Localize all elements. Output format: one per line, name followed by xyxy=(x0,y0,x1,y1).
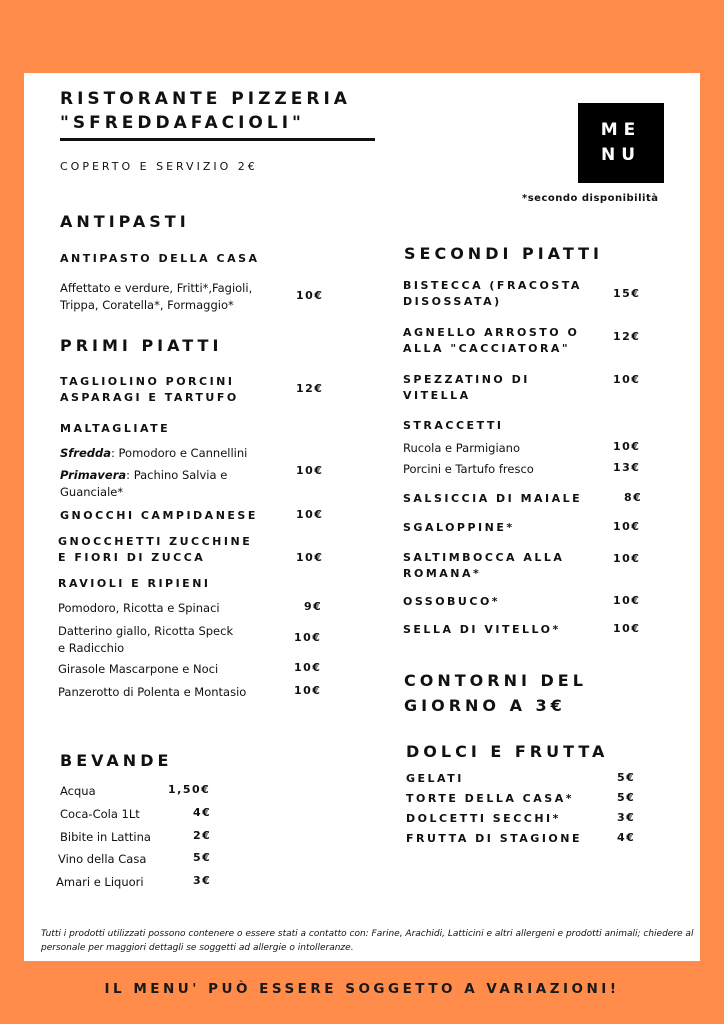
list-item: Rucola e Parmigiano xyxy=(403,441,521,455)
availability-note: *secondo disponibilità xyxy=(522,193,659,204)
straccetti-heading: STRACCETTI xyxy=(403,419,504,432)
contorni-line-2: GIORNO A 3€ xyxy=(404,696,566,715)
gnocchi-item: GNOCCHI CAMPIDANESE xyxy=(60,509,258,522)
secondi-heading: SECONDI PIATTI xyxy=(404,244,603,263)
dolci-price-2: 5€ xyxy=(617,791,636,804)
ravioli-price-4: 10€ xyxy=(294,684,322,697)
saltimbocca-item xyxy=(403,550,564,582)
bevanda-price-5: 3€ xyxy=(193,874,212,887)
dolci-price-1: 5€ xyxy=(617,771,636,784)
sfredda-label: Sfredda xyxy=(60,446,111,460)
agnello-line-2: ALLA "CACCIATORA" xyxy=(403,342,571,355)
bistecca-price: 15€ xyxy=(613,287,641,300)
list-item: Bibite in Lattina xyxy=(60,830,151,844)
primavera-option xyxy=(60,467,227,501)
maltagliate-item: MALTAGLIATE xyxy=(60,422,171,435)
datterino-line-1: Datterino giallo, Ricotta Speck xyxy=(58,624,234,638)
gnocchetti-line-1: GNOCCHETTI ZUCCHINE xyxy=(58,535,253,548)
antipasto-desc-line-1: Affettato e verdure, Fritti*,Fagioli, xyxy=(60,281,253,295)
straccetti-price-1: 10€ xyxy=(613,440,641,453)
antipasto-desc-line-2: Trippa, Coratella*, Formaggio* xyxy=(60,298,234,312)
footer-banner: IL MENU' PUÒ ESSERE SOGGETTO A VARIAZIONI! xyxy=(104,981,620,997)
antipasto-price: 10€ xyxy=(296,289,324,302)
agnello-price: 12€ xyxy=(613,330,641,343)
restaurant-title xyxy=(60,87,351,135)
list-item xyxy=(58,623,233,657)
contorni-line-1: CONTORNI DEL xyxy=(404,671,587,690)
sfredda-option xyxy=(60,445,247,462)
list-item: TORTE DELLA CASA* xyxy=(406,792,574,805)
allergen-disclaimer: Tutti i prodotti utilizzati possono contenere o essere stati a contatto con: Farine, Arachidi, Latticini e altri allergeni e prodotti animali; chiedere al personale per maggiori dettagli se soggetti ad allergie o intolleranze. xyxy=(41,929,694,953)
ossobuco-price: 10€ xyxy=(613,594,641,607)
bistecca-line-2: DISOSSATA) xyxy=(403,295,502,308)
list-item: GELATI xyxy=(406,772,464,785)
bevanda-price-3: 2€ xyxy=(193,829,212,842)
spezzatino-item xyxy=(403,372,530,404)
title-line-2: "SFREDDAFACIOLI" xyxy=(60,113,305,133)
primi-heading: PRIMI PIATTI xyxy=(60,336,223,355)
saltimbocca-line-1: SALTIMBOCCA ALLA xyxy=(403,551,565,564)
saltimbocca-price: 10€ xyxy=(613,552,641,565)
menu-badge xyxy=(578,103,664,183)
dolci-heading: DOLCI E FRUTTA xyxy=(406,742,609,761)
antipasto-description xyxy=(60,280,252,314)
list-item: DOLCETTI SECCHI* xyxy=(406,812,561,825)
ravioli-price-3: 10€ xyxy=(294,661,322,674)
maltagliate-price: 10€ xyxy=(296,464,324,477)
bevande-heading: BEVANDE xyxy=(60,751,173,770)
sgaloppine-item: SGALOPPINE* xyxy=(403,521,515,534)
gnocchetti-line-2: E FIORI DI ZUCCA xyxy=(58,551,206,564)
contorni-heading xyxy=(404,668,587,718)
gnocchi-price: 10€ xyxy=(296,508,324,521)
sfredda-desc: : Pomodoro e Cannellini xyxy=(110,446,248,460)
salsiccia-item: SALSICCIA DI MAIALE xyxy=(403,492,583,505)
sgaloppine-price: 10€ xyxy=(613,520,641,533)
straccetti-price-2: 13€ xyxy=(613,461,641,474)
tagliolino-price: 12€ xyxy=(296,382,324,395)
primavera-desc-1: : Pachino Salvia e xyxy=(126,468,228,482)
primavera-desc-2: Guanciale* xyxy=(60,485,124,499)
spezzatino-line-2: VITELLA xyxy=(403,389,471,402)
dolci-price-4: 4€ xyxy=(617,831,636,844)
agnello-line-1: AGNELLO ARROSTO O xyxy=(403,326,580,339)
list-item: Pomodoro, Ricotta e Spinaci xyxy=(58,601,220,615)
saltimbocca-line-2: ROMANA* xyxy=(403,567,482,580)
list-item: Amari e Liquori xyxy=(56,875,144,889)
title-underline xyxy=(60,138,375,141)
ravioli-price-1: 9€ xyxy=(304,600,323,613)
bevanda-price-1: 1,50€ xyxy=(168,783,211,796)
menu-badge-line-2: NU xyxy=(600,145,642,165)
spezzatino-line-1: SPEZZATINO DI xyxy=(403,373,530,386)
agnello-item xyxy=(403,325,579,357)
bevanda-price-4: 5€ xyxy=(193,851,212,864)
tagliolino-line-2: ASPARAGI E TARTUFO xyxy=(60,391,239,404)
antipasti-heading: ANTIPASTI xyxy=(60,212,190,231)
bistecca-item xyxy=(403,278,582,310)
primavera-label: Primavera xyxy=(60,468,127,482)
antipasto-della-casa: ANTIPASTO DELLA CASA xyxy=(60,252,260,265)
list-item: Vino della Casa xyxy=(58,852,147,866)
list-item: Coca-Cola 1Lt xyxy=(60,807,140,821)
tagliolino-line-1: TAGLIOLINO PORCINI xyxy=(60,375,235,388)
sella-item: SELLA DI VITELLO* xyxy=(403,623,561,636)
coperto-text: COPERTO E SERVIZIO 2€ xyxy=(60,160,258,173)
gnocchetti-price: 10€ xyxy=(296,551,324,564)
list-item: Porcini e Tartufo fresco xyxy=(403,462,534,476)
list-item: Acqua xyxy=(60,784,96,798)
dolci-price-3: 3€ xyxy=(617,811,636,824)
gnocchetti-item xyxy=(58,534,252,566)
ravioli-heading: RAVIOLI E RIPIENI xyxy=(58,577,211,590)
list-item: Panzerotto di Polenta e Montasio xyxy=(58,685,247,699)
spezzatino-price: 10€ xyxy=(613,373,641,386)
bevanda-price-2: 4€ xyxy=(193,806,212,819)
list-item: Girasole Mascarpone e Noci xyxy=(58,662,219,676)
list-item: FRUTTA DI STAGIONE xyxy=(406,832,582,845)
sella-price: 10€ xyxy=(613,622,641,635)
salsiccia-price: 8€ xyxy=(624,491,643,504)
datterino-line-2: e Radicchio xyxy=(58,641,125,655)
menu-badge-line-1: ME xyxy=(600,120,642,140)
ravioli-price-2: 10€ xyxy=(294,631,322,644)
title-line-1: RISTORANTE PIZZERIA xyxy=(60,89,351,109)
tagliolino-item xyxy=(60,374,239,406)
ossobuco-item: OSSOBUCO* xyxy=(403,595,501,608)
bistecca-line-1: BISTECCA (FRACOSTA xyxy=(403,279,582,292)
